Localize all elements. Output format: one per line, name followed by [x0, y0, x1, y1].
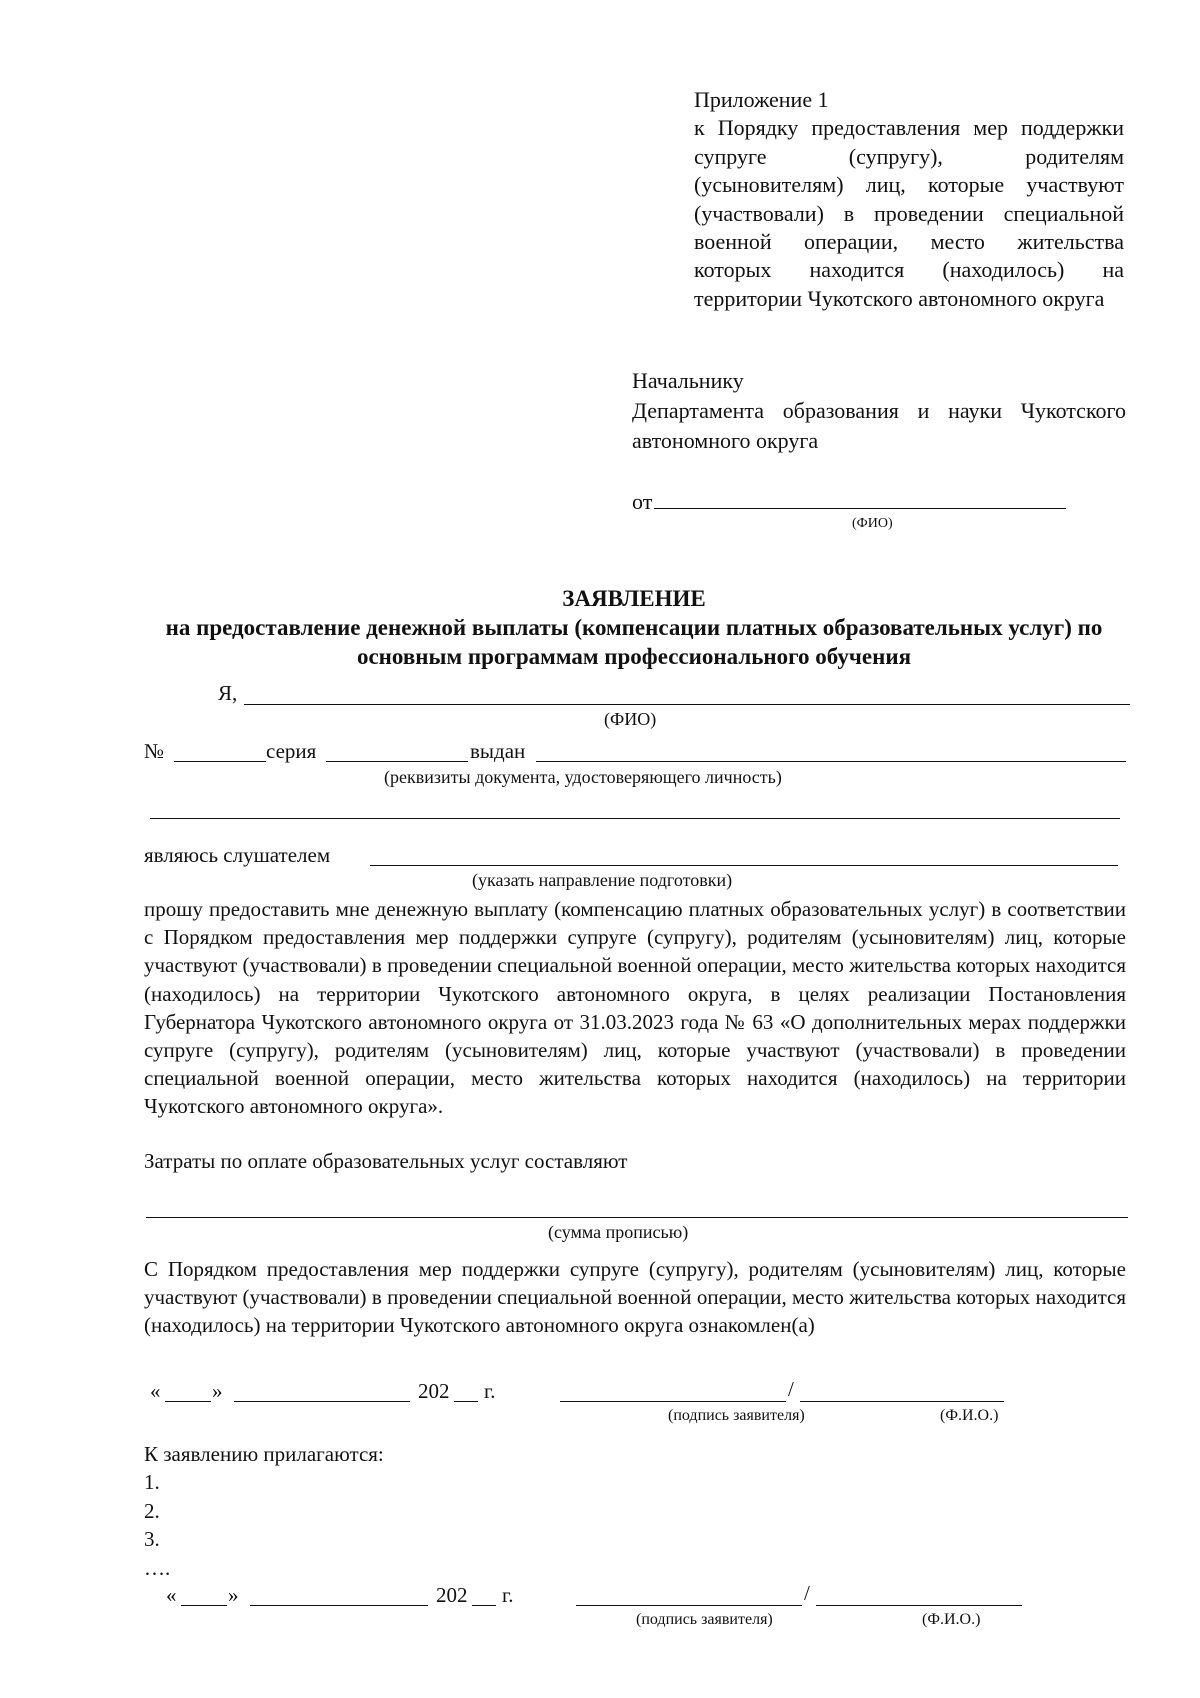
- signature2-slash: /: [804, 1581, 810, 1605]
- signature2-caption: (подпись заявителя): [636, 1611, 773, 1628]
- document-title: [140, 584, 1128, 671]
- annex-block: [694, 86, 1124, 313]
- doc-series-field[interactable]: [326, 761, 468, 762]
- costs-caption: (сумма прописью): [548, 1222, 689, 1242]
- addressee-line-1: Начальнику: [632, 368, 744, 393]
- doc-extra-field[interactable]: [150, 818, 1120, 819]
- attachment-item-3: 3.: [144, 1527, 160, 1552]
- signature-fio-caption: (Ф.И.О.): [940, 1407, 999, 1424]
- training-direction-field[interactable]: [370, 865, 1118, 866]
- fio-field[interactable]: [244, 704, 1130, 705]
- attachment-item-2: 2.: [144, 1498, 160, 1523]
- title-main: ЗАЯВЛЕНИЕ: [562, 586, 706, 611]
- date-month-field[interactable]: [234, 1401, 410, 1402]
- series-label: серия: [266, 739, 317, 763]
- date2-quote-close: »: [228, 1583, 239, 1607]
- signature2-field[interactable]: [576, 1605, 802, 1606]
- annex-body: к Порядку предоставления мер поддержки супруге (супругу), родителям (усыновителям) лиц, которые участвуют (участвовали) в проведении специальной военной операции, место жительства которых находится (находилось) на территории Чукотского автономного округа: [694, 115, 1124, 311]
- i-label: Я,: [218, 681, 238, 705]
- addressee-line-2: Департамента образования и науки Чукотского автономного округа: [632, 398, 1126, 453]
- costs-amount-field[interactable]: [146, 1217, 1128, 1218]
- acknowledge-paragraph: С Порядком предоставления мер поддержки супруге (супругу), родителям (усыновителям) лиц, которые участвуют (участвовали) в проведении специальной военной операции, место жительства которых находится (находилось) на территории Чукотского автономного округа ознакомлен(а): [144, 1257, 1126, 1338]
- training-direction-caption: (указать направление подготовки): [472, 870, 733, 890]
- date2-month-field[interactable]: [250, 1605, 428, 1606]
- from-label: от: [632, 489, 653, 514]
- date2-quote-open: «: [166, 1583, 177, 1607]
- number-label: №: [144, 739, 165, 763]
- date2-year-suffix: г.: [502, 1583, 514, 1607]
- date-quote-open: «: [150, 1379, 161, 1403]
- signature-caption: (подпись заявителя): [668, 1407, 805, 1424]
- date-day-field[interactable]: [165, 1401, 211, 1402]
- signature2-fio-caption: (Ф.И.О.): [922, 1611, 981, 1628]
- attachment-item-1: 1.: [144, 1470, 160, 1495]
- doc-issued-field[interactable]: [536, 761, 1126, 762]
- attachments-heading: К заявлению прилагаются:: [144, 1442, 384, 1466]
- attachment-item-more: ….: [144, 1555, 171, 1580]
- student-label: являюсь слушателем: [144, 843, 331, 867]
- fio-caption: (ФИО): [604, 709, 657, 729]
- title-subtitle: на предоставление денежной выплаты (компенсации платных образовательных услуг) по основным программам профессионального обучения: [165, 615, 1103, 669]
- signature-field[interactable]: [560, 1401, 786, 1402]
- signature-slash: /: [788, 1377, 794, 1401]
- from-fio-caption: (ФИО): [852, 516, 893, 531]
- costs-label: Затраты по оплате образовательных услуг составляют: [144, 1149, 628, 1173]
- signature-fio-field[interactable]: [800, 1401, 1004, 1402]
- annex-title: Приложение 1: [694, 87, 829, 112]
- addressee-block: [632, 366, 1126, 456]
- signature2-fio-field[interactable]: [816, 1605, 1022, 1606]
- date-year-suffix: г.: [484, 1379, 496, 1403]
- date-year-prefix: 202: [418, 1379, 450, 1403]
- doc-number-field[interactable]: [174, 761, 266, 762]
- date2-year-field[interactable]: [472, 1605, 496, 1606]
- date-quote-close: »: [212, 1379, 223, 1403]
- from-row: [632, 488, 1066, 515]
- date2-year-prefix: 202: [436, 1583, 468, 1607]
- from-fio-field[interactable]: [654, 488, 1066, 509]
- doc-caption: (реквизиты документа, удостоверяющего личность): [384, 767, 782, 787]
- issued-label: выдан: [470, 739, 526, 763]
- attachments-list: [144, 1440, 384, 1582]
- request-paragraph: прошу предоставить мне денежную выплату (компенсацию платных образовательных услуг) в соответствии с Порядком предоставления мер поддержки супруге (супругу), родителям (усыновителям) лиц, которые участвуют (участвовали) в проведении специальной военной операции, место жительства которых находится (находилось) на территории Чукотского автономного округа, в целях реализации Постановления Губернатора Чукотского автономного округа от 31.03.2023 года № 63 «О дополнительных мерах поддержки супруге (супругу), родителям (усыновителям) лиц, которые участвуют (участвовали) в проведении специальной военной операции, место жительства которых находится (находилось) на территории Чукотского автономного округа».: [144, 897, 1126, 1119]
- date-year-field[interactable]: [454, 1401, 478, 1402]
- date2-day-field[interactable]: [181, 1605, 227, 1606]
